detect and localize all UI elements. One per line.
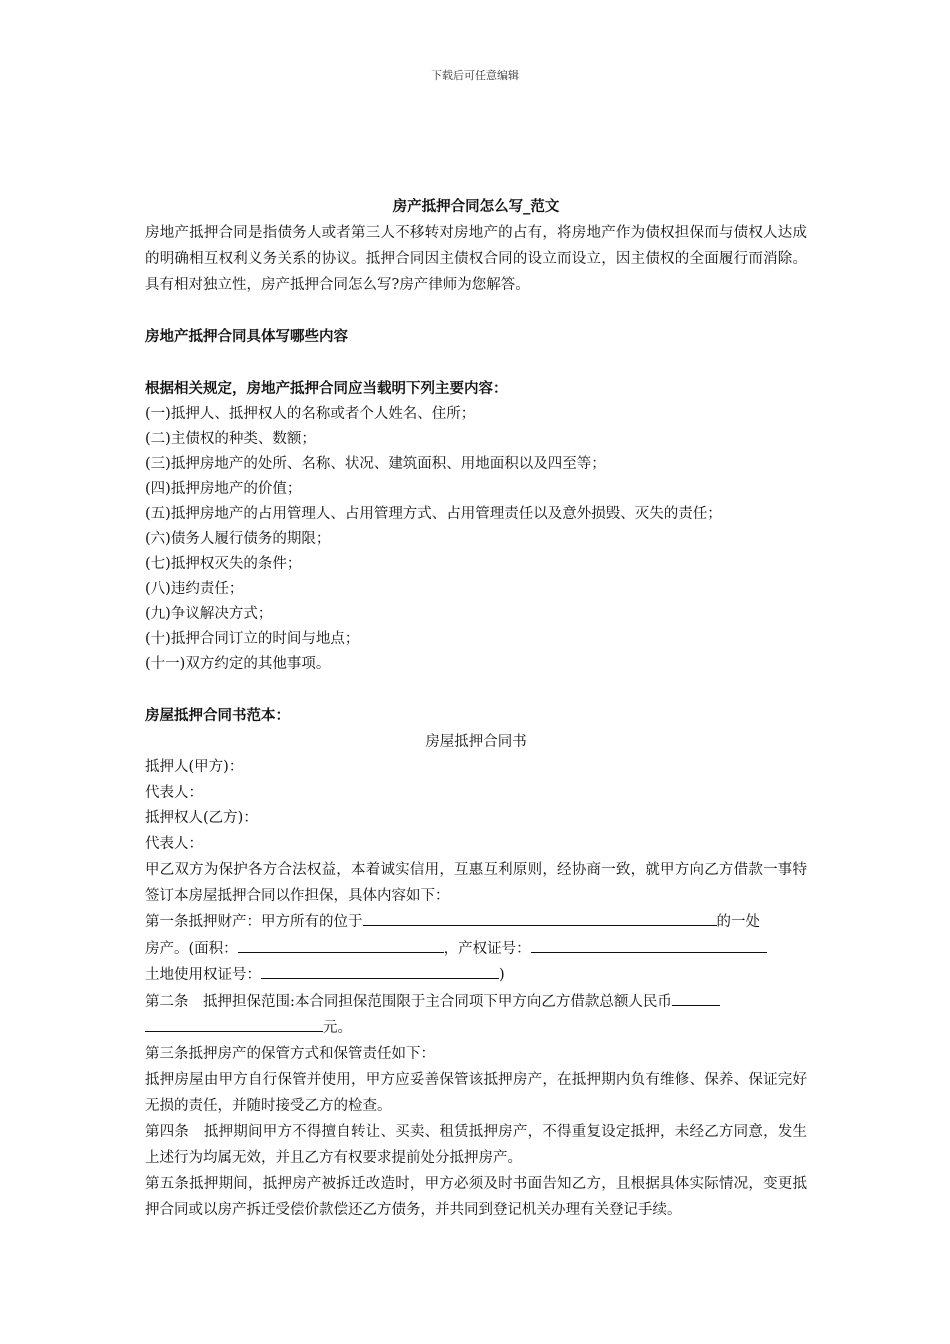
title-cert-blank (531, 936, 767, 953)
list-item: (五)抵押房地产的占用管理人、占用管理方式、占用管理责任以及意外损毁、灭失的责任； (145, 506, 722, 522)
location-blank (363, 909, 717, 926)
area-label: 房产。(面积： (145, 940, 238, 957)
article-4: 第四条 抵押期间甲方不得擅自转让、买卖、租赁抵押房产，不得重复设定抵押，未经乙方同意，发生上述行为均属无效，并且乙方有权要求提前处分抵押房产。 (145, 1124, 807, 1166)
article-2-text: 第二条 抵押担保范围:本合同担保范围限于主合同项下甲方向乙方借款总额人民币 (145, 993, 672, 1010)
list-item: (九)争议解决方式； (145, 606, 273, 622)
list-item: (十一)双方约定的其他事项。 (145, 656, 331, 672)
section-heading-sample: 房屋抵押合同书范本： (145, 707, 290, 724)
party-b-line: 抵押权人(乙方)： (145, 810, 258, 826)
article-2-suffix: 元。 (323, 1020, 352, 1036)
land-cert-label: 土地使用权证号： (145, 967, 261, 983)
intro-paragraph: 房地产抵押合同是指债务人或者第三人不移转对房地产的占有，将房地产作为债权担保而与债权人达成的明确相互权利义务关系的协议。抵押合同因主债权合同的设立而设立，因主债权的全面履行而消除。具有相对独立性，房产抵押合同怎么写?房产律师为您解答。 (145, 225, 807, 293)
spacer (145, 677, 807, 703)
list-item: (八)违约责任； (145, 581, 244, 597)
article-1-line-1 (145, 909, 807, 936)
list-item: (六)债务人履行债务的期限； (145, 531, 331, 547)
list-item: (四)抵押房地产的价值； (145, 481, 302, 497)
list-item: (十)抵押合同订立的时间与地点； (145, 631, 360, 647)
article-1-suffix: 的一处 (716, 914, 760, 930)
article-2-line-2 (145, 1015, 807, 1042)
section-heading-requirements: 根据相关规定，房地产抵押合同应当载明下列主要内容： (145, 380, 508, 397)
article-5: 第五条抵押期间，抵押房产被拆迁改造时，甲方必须及时书面告知乙方，且根据具体实际情况，变更抵押合同或以房产拆迁受偿价款偿还乙方债务，并共同到登记机关办理有关登记手续。 (145, 1176, 807, 1218)
sample-title: 房屋抵押合同书 (425, 734, 527, 750)
representative-b-line: 代表人： (145, 835, 203, 852)
land-cert-close: ) (499, 967, 505, 983)
preamble-paragraph: 甲乙双方为保护各方合法权益，本着诚实信用，互惠互利原则，经协商一致，就甲方向乙方借款一事特签订本房屋抵押合同以作担保，具体内容如下： (145, 862, 807, 904)
document-body (145, 194, 807, 1223)
representative-a-line: 代表人： (145, 784, 203, 801)
header-note: 下载后可任意编辑 (431, 69, 519, 82)
article-2-line-1 (145, 989, 807, 1016)
list-item: (二)主债权的种类、数额； (145, 431, 316, 447)
area-blank (238, 936, 444, 953)
document-title: 房产抵押合同怎么写_范文 (392, 198, 560, 215)
land-cert-blank (261, 962, 499, 979)
list-item: (三)抵押房地产的处所、名称、状况、建筑面积、用地面积以及四至等； (145, 456, 606, 472)
list-item: (七)抵押权灭失的条件； (145, 556, 302, 572)
list-item: (一)抵押人、抵押权人的名称或者个人姓名、住所； (145, 406, 476, 422)
article-1-prefix: 第一条抵押财产：甲方所有的位于 (145, 914, 363, 930)
party-a-line: 抵押人(甲方)： (145, 759, 244, 775)
spacer (145, 350, 807, 376)
amount-blank-end (145, 1015, 323, 1032)
amount-blank-start (672, 989, 720, 1006)
article-3-body: 抵押房屋由甲方自行保管并使用，甲方应妥善保管该抵押房产，在抵押期内负有维修、保养、保证完好无损的责任，并随时接受乙方的检查。 (145, 1072, 807, 1114)
article-1-line-3 (145, 962, 807, 989)
requirements-list (145, 402, 807, 677)
article-3-heading: 第三条抵押房产的保管方式和保管责任如下： (145, 1045, 435, 1062)
article-1-line-2 (145, 936, 807, 963)
title-cert-label: ，产权证号： (443, 940, 531, 957)
section-heading-contents: 房地产抵押合同具体写哪些内容 (145, 328, 348, 345)
spacer (145, 298, 807, 324)
